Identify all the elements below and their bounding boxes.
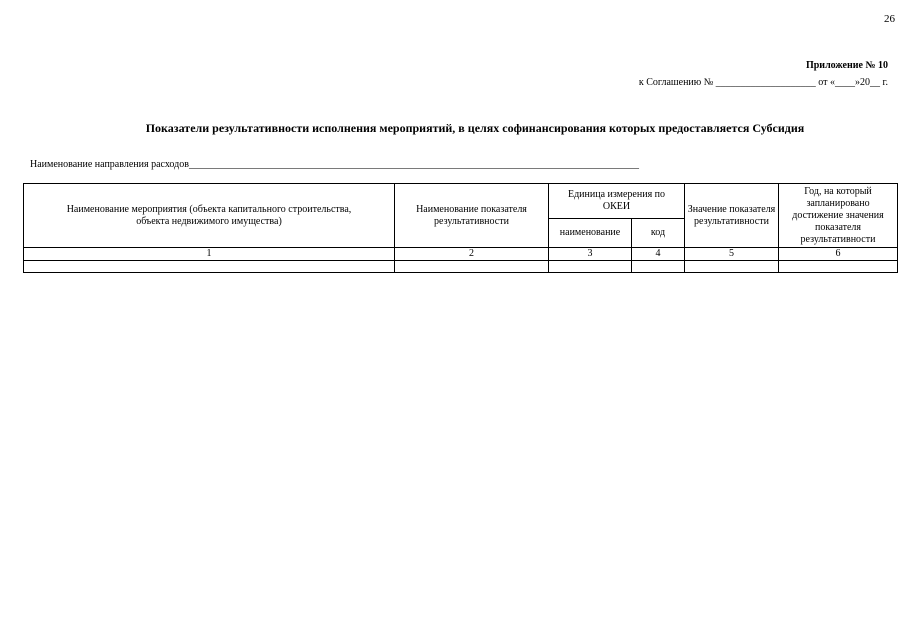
header-unit: Единица измерения по ОКЕИ	[549, 184, 685, 219]
appendix-title: Приложение № 10	[805, 60, 888, 71]
header-unit-code: код	[632, 219, 685, 248]
column-number: 1	[24, 248, 395, 261]
header-indicator-name: Наименование показателя результативности	[395, 184, 549, 248]
table-cell[interactable]	[395, 261, 549, 273]
column-number: 6	[779, 248, 898, 261]
column-number: 3	[549, 248, 632, 261]
table-cell[interactable]	[685, 261, 779, 273]
column-number: 2	[395, 248, 549, 261]
page-number: 26	[884, 13, 895, 25]
table-cell[interactable]	[632, 261, 685, 273]
header-event-name: Наименование мероприятия (объекта капитального строительства, объекта недвижимого имущества)	[24, 184, 395, 248]
column-number: 4	[632, 248, 685, 261]
column-number-row	[24, 248, 898, 261]
header-indicator-value: Значение показателя результативности	[685, 184, 779, 248]
indicators-table	[23, 183, 898, 273]
table-cell[interactable]	[549, 261, 632, 273]
agreement-line: к Соглашению № ____________________ от «____»20__ г.	[638, 77, 888, 88]
expense-direction-line: Наименование направления расходов__________________________________________________________________________________________	[30, 159, 639, 170]
table-row	[24, 261, 898, 273]
header-unit-name: наименование	[549, 219, 632, 248]
header-target-year: Год, на который запланировано достижение значения показателя результативности	[779, 184, 898, 248]
table-cell[interactable]	[24, 261, 395, 273]
column-number: 5	[685, 248, 779, 261]
table-cell[interactable]	[779, 261, 898, 273]
document-title: Показатели результативности исполнения мероприятий, в целях софинансирования которых предоставляется Субсидия	[145, 121, 805, 135]
